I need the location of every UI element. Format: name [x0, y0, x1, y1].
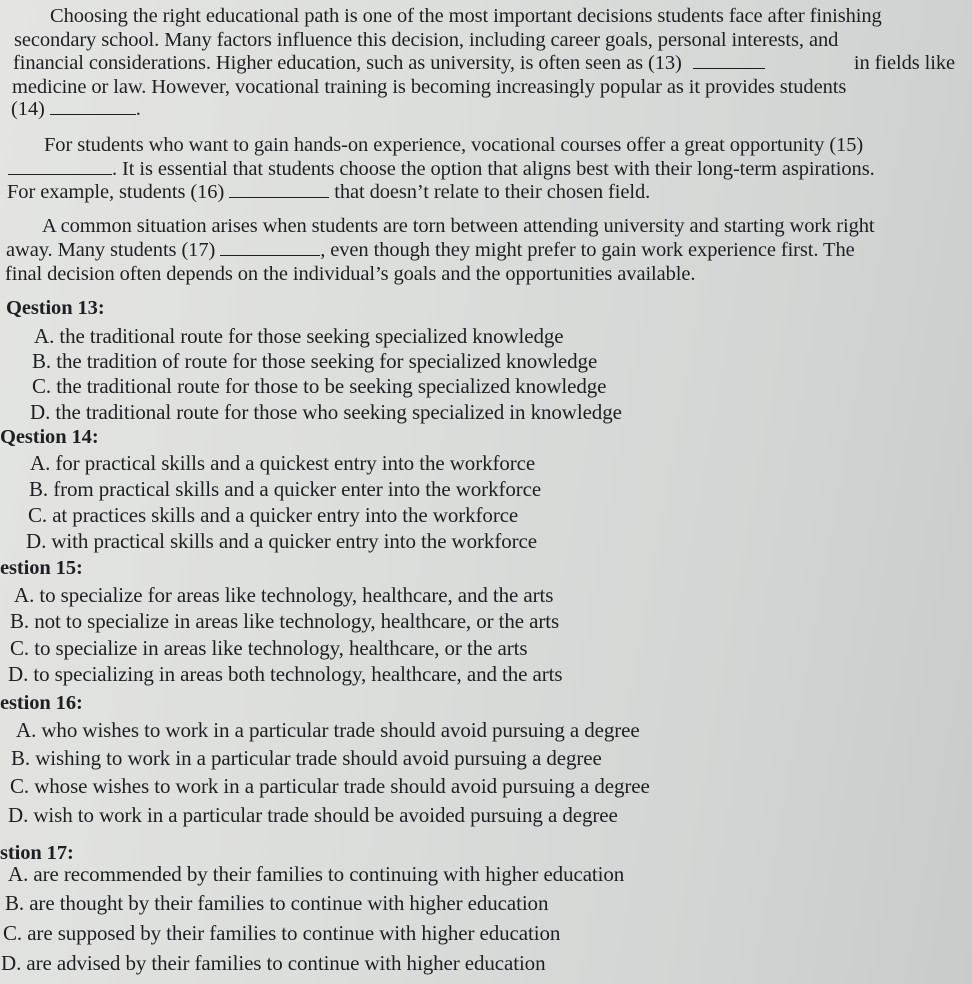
q13-option-d[interactable]: D. the traditional route for those who seeking specialized in knowledge [30, 400, 622, 424]
p3-line-2-text: away. Many students (17) [6, 239, 216, 261]
q14-option-a[interactable]: A. for practical skills and a quickest entry into the workforce [30, 451, 536, 475]
question-14-label: Qestion 14: [0, 426, 99, 448]
q14-option-b[interactable]: B. from practical skills and a quicker enter into the workforce [29, 477, 542, 501]
p2-line-3-text: For example, students (16) [7, 181, 225, 203]
p1-line-3-end: in fields like [853, 52, 955, 74]
blank-17 [220, 254, 320, 256]
p2-line-2-text: . It is essential that students choose the option that aligns best with their long-term aspirations. [112, 158, 875, 180]
q15-option-c[interactable]: C. to specialize in areas like technology, healthcare, or the arts [10, 636, 528, 660]
p1-line-5 [11, 99, 141, 120]
q14-option-c[interactable]: C. at practices skills and a quicker entry into the workforce [28, 503, 519, 527]
p3-line-2-end: , even though they might prefer to gain work experience first. The [320, 239, 855, 261]
q16-option-c[interactable]: C. whose wishes to work in a particular trade should avoid pursuing a degree [10, 774, 650, 798]
q17-option-b[interactable]: B. are thought by their families to continue with higher education [5, 891, 549, 915]
q17-option-c[interactable]: C. are supposed by their families to continue with higher education [3, 921, 561, 945]
p2-line-3-end: that doesn’t relate to their chosen field. [334, 181, 651, 203]
p3-line-3: final decision often depends on the individual’s goals and the opportunities available. [5, 263, 696, 285]
question-15-label: estion 15: [0, 557, 83, 579]
p2-line-2 [8, 159, 875, 180]
p1-line-3-text: financial considerations. Higher education, such as university, is often seen as (13) [13, 52, 682, 74]
question-16-label: estion 16: [0, 692, 83, 714]
q13-option-c[interactable]: C. the traditional route for those to be seeking specialized knowledge [32, 374, 607, 398]
q15-option-d[interactable]: D. to specializing in areas both technology, healthcare, and the arts [8, 662, 563, 686]
p1-line-3 [13, 53, 955, 74]
q16-option-a[interactable]: A. who wishes to work in a particular trade should avoid pursuing a degree [16, 718, 640, 742]
p1-line-5-dot: . [135, 98, 141, 120]
q17-option-d[interactable]: D. are advised by their families to continue with higher education [1, 951, 546, 975]
blank-15 [8, 173, 112, 175]
question-13-label: Qestion 13: [6, 297, 105, 319]
p3-line-1: A common situation arises when students are torn between attending university and starting work right [42, 215, 875, 237]
q16-option-d[interactable]: D. wish to work in a particular trade should be avoided pursuing a degree [8, 803, 618, 827]
p1-line-5-num: (14) [11, 98, 45, 120]
q13-option-b[interactable]: B. the tradition of route for those seeking for specialized knowledge [32, 349, 598, 373]
p2-line-1: For students who want to gain hands-on experience, vocational courses offer a great opportunity (15) [44, 134, 864, 156]
q16-option-b[interactable]: B. wishing to work in a particular trade should avoid pursuing a degree [11, 746, 602, 770]
blank-14 [50, 113, 136, 115]
q17-option-a[interactable]: A. are recommended by their families to continuing with higher education [8, 862, 625, 886]
p1-line-2 [14, 30, 954, 51]
question-17-label: stion 17: [0, 842, 74, 864]
p1-line-4: medicine or law. However, vocational training is becoming increasingly popular as it provides students [12, 76, 847, 98]
p3-line-2 [6, 240, 855, 261]
q15-option-b[interactable]: B. not to specialize in areas like technology, healthcare, or the arts [10, 609, 560, 633]
p1-line-1: Choosing the right educational path is one of the most important decisions students face after finishing [50, 5, 882, 27]
p2-line-3 [7, 182, 650, 203]
blank-16 [229, 196, 329, 198]
q13-option-a[interactable]: A. the traditional route for those seeking specialized knowledge [34, 324, 564, 348]
p1-line-2-text: secondary school. Many factors influence this decision, including career goals, personal interests, and [14, 29, 839, 51]
blank-13 [693, 67, 765, 69]
q14-option-d[interactable]: D. with practical skills and a quicker entry into the workforce [26, 529, 537, 553]
q15-option-a[interactable]: A. to specialize for areas like technology, healthcare, and the arts [14, 583, 554, 607]
